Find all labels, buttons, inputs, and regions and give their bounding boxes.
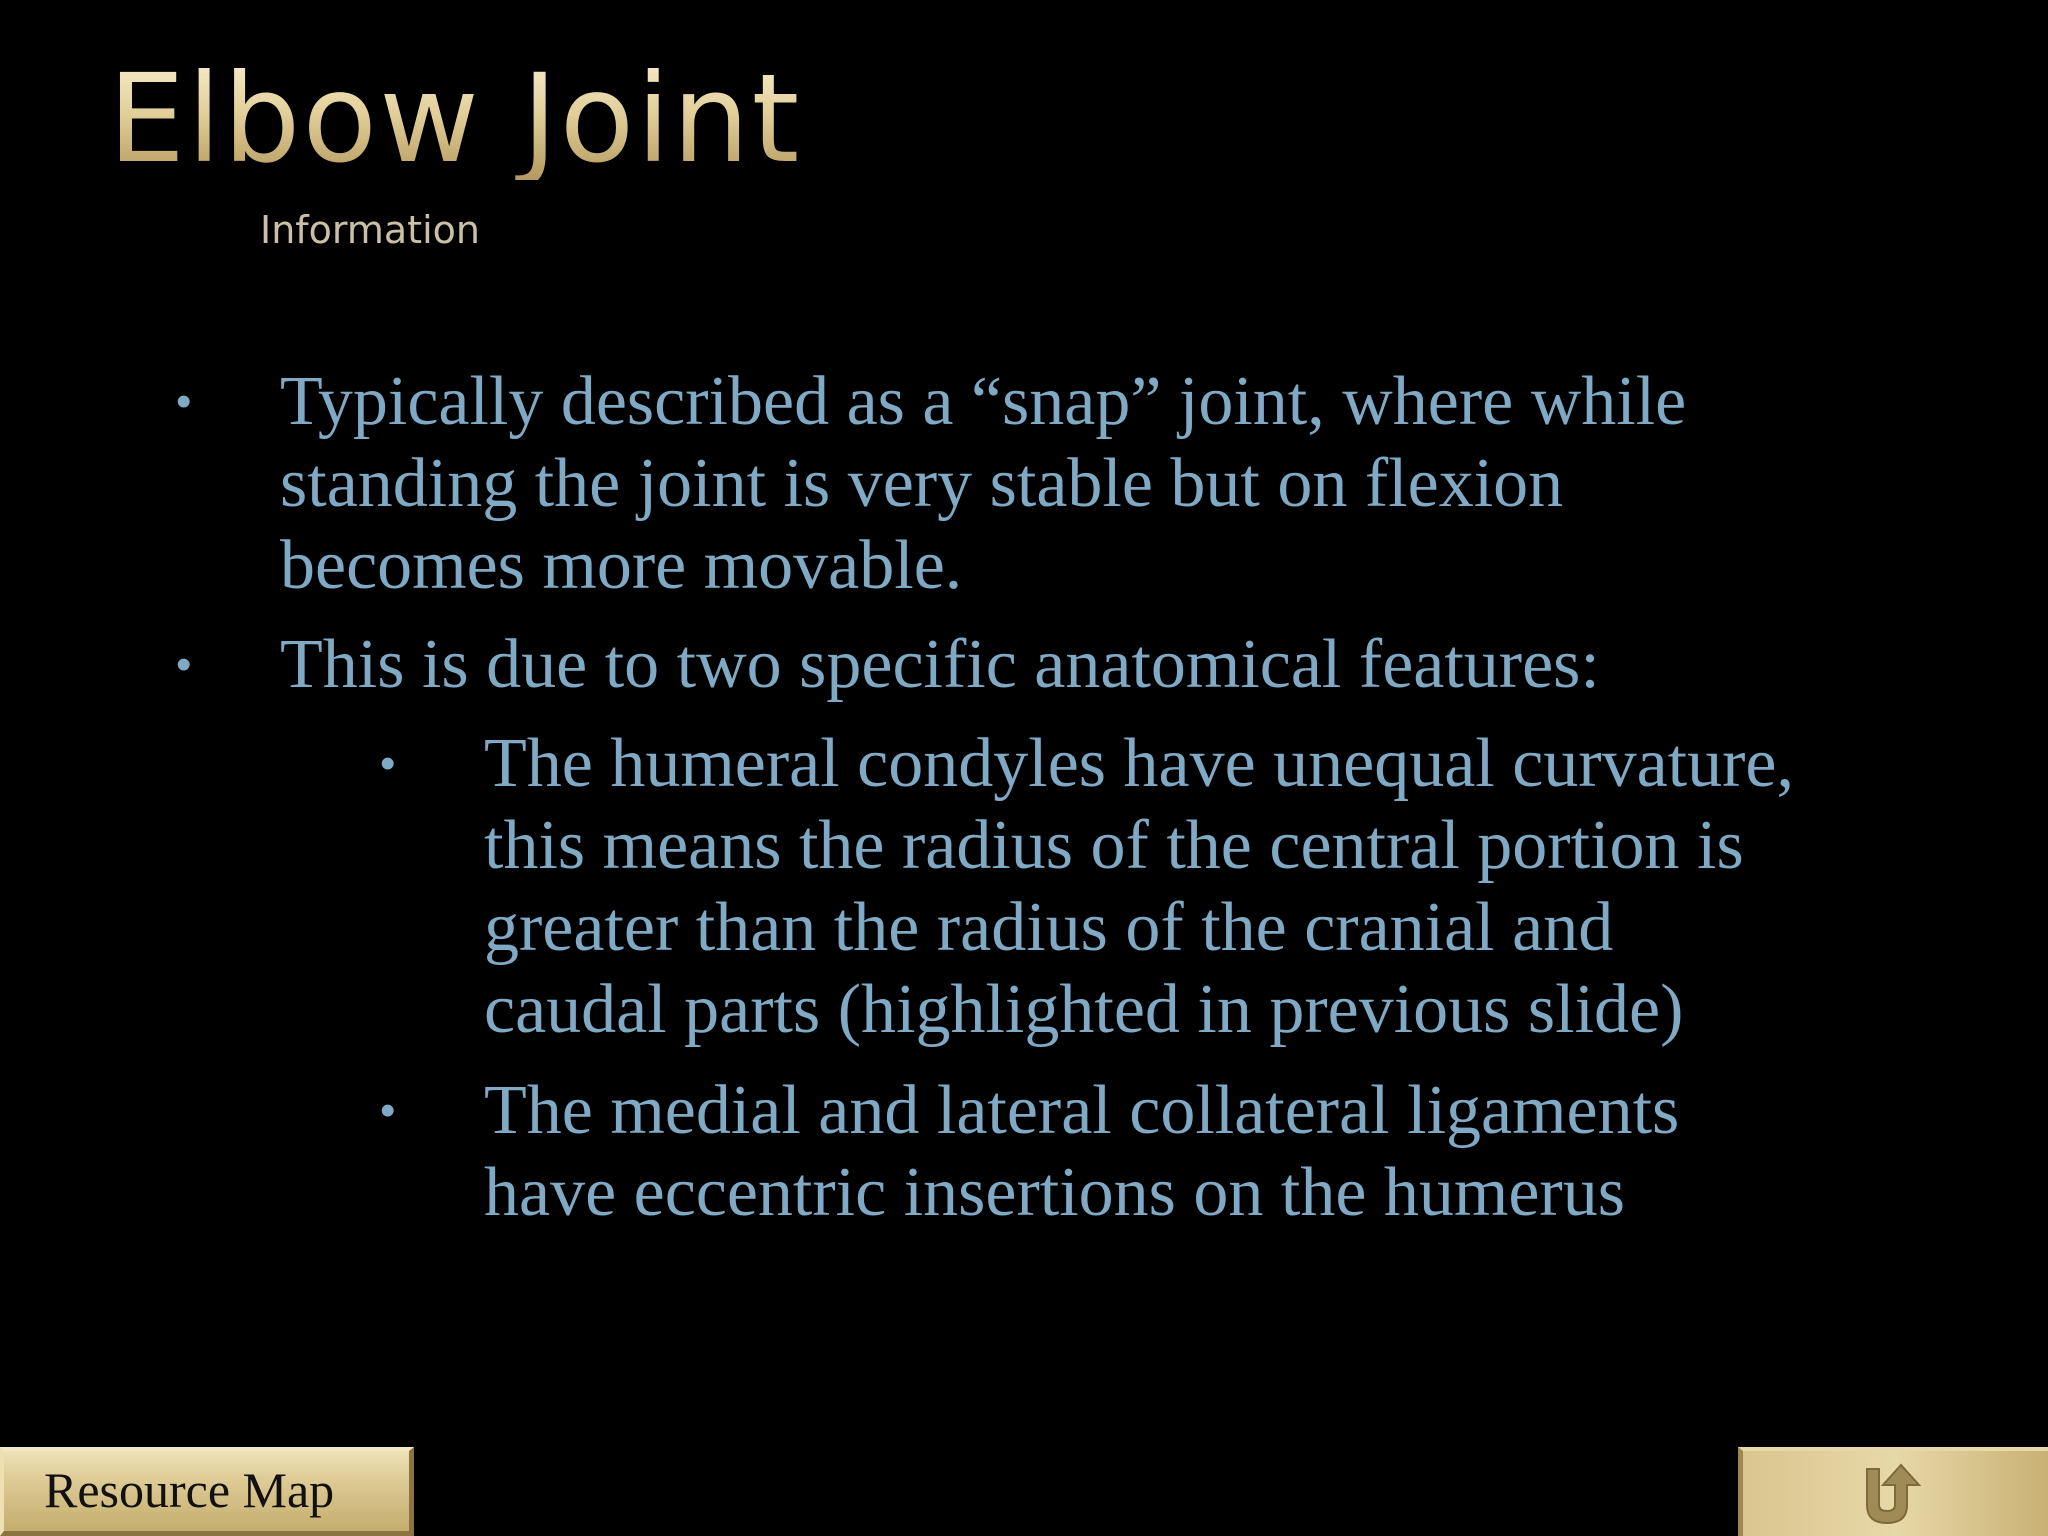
sub-bullet-text-line: The humeral condyles have unequal curvature,: [484, 725, 1795, 802]
u-turn-up-arrow-icon: [1855, 1463, 1935, 1529]
bullet-icon: •: [176, 377, 192, 426]
resource-map-label: Resource Map: [44, 1462, 335, 1518]
sub-bullet-icon: •: [380, 739, 396, 788]
slide-title: Elbow Joint: [108, 48, 802, 190]
sub-bullet-text-line: have eccentric insertions on the humerus: [484, 1154, 1625, 1231]
bullet-icon: •: [176, 640, 192, 689]
bullet-text-line: becomes more movable.: [280, 527, 963, 604]
back-button[interactable]: [1738, 1447, 2048, 1536]
sub-bullet-text-line: caudal parts (highlighted in previous slide): [484, 971, 1684, 1048]
sub-bullet-text-line: this means the radius of the central portion is: [484, 807, 1744, 884]
resource-map-button[interactable]: [0, 1447, 414, 1536]
sub-bullet-text-line: greater than the radius of the cranial and: [484, 889, 1614, 966]
bullet-text-line: This is due to two specific anatomical features:: [280, 626, 1600, 703]
sub-bullet-text-line: The medial and lateral collateral ligaments: [484, 1072, 1680, 1149]
bullet-text-line: Typically described as a “snap” joint, where while: [280, 363, 1687, 440]
slide-subtitle: Information: [260, 208, 480, 252]
bullet-text-line: standing the joint is very stable but on flexion: [280, 445, 1564, 522]
sub-bullet-icon: •: [380, 1086, 396, 1135]
